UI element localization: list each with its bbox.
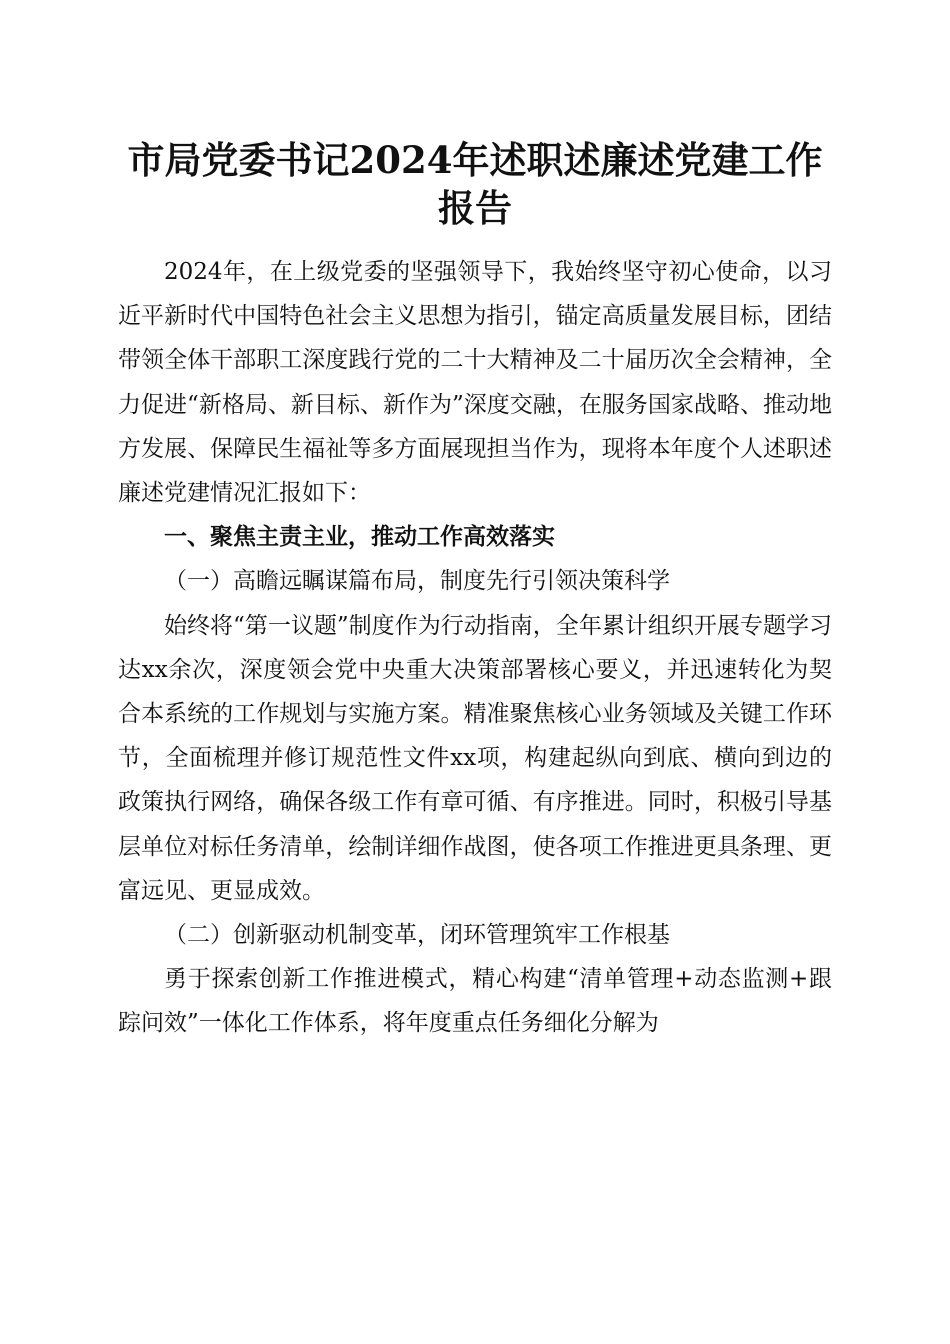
body-paragraph: 勇于探索创新工作推进模式，精心构建“清单管理+动态监测+跟踪问效”一体化工作体系，将年度重点任务细化分解为	[118, 966, 832, 1037]
document-body	[118, 250, 832, 1046]
document-title: 市局党委书记2024年述职述廉述党建工作报告	[127, 138, 823, 230]
subsection-heading: （一）高瞻远瞩谋篇布局，制度先行引领决策科学	[164, 568, 670, 595]
body-paragraph: 始终将“第一议题”制度作为行动指南，全年累计组织开展专题学习达xx余次，深度领会党中央重大决策部署核心要义，并迅速转化为契合本系统的工作规划与实施方案。精准聚焦核心业务领域及关键工作环节，全面梳理并修订规范性文件xx项，构建起纵向到底、横向到边的政策执行网络，确保各级工作有章可循、有序推进。同时，积极引导基层单位对标任务清单，绘制详细作战图，使各项工作推进更具条理、更富远见、更显成效。	[118, 612, 832, 904]
section-heading: 一、聚焦主责主业，推动工作高效落实	[164, 524, 555, 551]
subsection-heading: （二）创新驱动机制变革，闭环管理筑牢工作根基	[164, 922, 670, 949]
intro-paragraph: 2024年，在上级党委的坚强领导下，我始终坚守初心使命，以习近平新时代中国特色社会主义思想为指引，锚定高质量发展目标，团结带领全体干部职工深度践行党的二十大精神及二十届历次全会精神，全力促进“新格局、新目标、新作为”深度交融，在服务国家战略、推动地方发展、保障民生福祉等多方面展现担当作为，现将本年度个人述职述廉述党建情况汇报如下：	[118, 259, 832, 507]
